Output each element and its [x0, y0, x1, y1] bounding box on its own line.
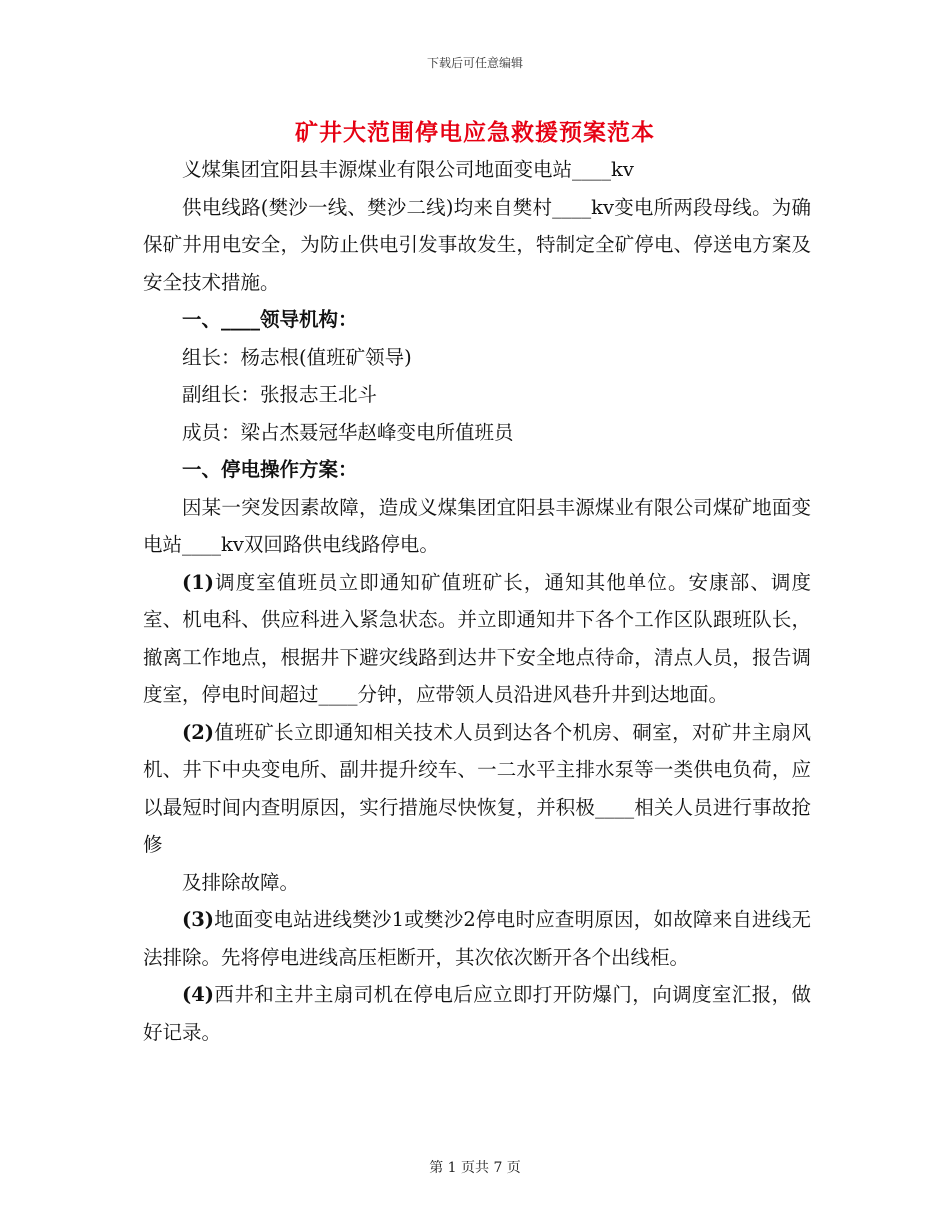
page-header: 下载后可任意编辑 — [426, 56, 523, 70]
paragraph — [143, 189, 811, 302]
paragraph — [143, 714, 811, 864]
paragraph — [143, 151, 811, 189]
paragraph-text: 供电线路(樊沙一线、樊沙二线)均来自樊村____kv变电所两段母线。为确保矿井用电安全，为防止供电引发事故发生，特制定全矿停电、停送电方案及安全技术措施。 — [143, 195, 811, 294]
paragraph-number: (1) — [182, 570, 215, 594]
paragraph — [143, 339, 811, 377]
paragraph-number: (3) — [182, 908, 215, 931]
paragraph-text: 地面变电站进线樊沙1或樊沙2停电时应查明原因，如故障来自进线无法排除。先将停电进线高压柜断开，其次依次断开各个出线柜。 — [143, 908, 811, 969]
paragraph-text: 成员：梁占杰聂冠华赵峰变电所值班员 — [182, 420, 514, 444]
paragraph-text: 组长：杨志根(值班矿领导) — [182, 345, 412, 369]
paragraph-text: 值班矿长立即通知相关技术人员到达各个机房、硐室，对矿井主扇风机、井下中央变电所、副井提升绞车、一二水平主排水泵等一类供电负荷，应以最短时间内查明原因，实行措施尽快恢复，并积极____相关人员进行事故抢修 — [143, 720, 811, 856]
paragraph-text: 一、____领导机构： — [182, 308, 358, 331]
paragraph — [143, 976, 811, 1051]
paragraph-text: 调度室值班员立即通知矿值班矿长，通知其他单位。安康部、调度室、机电科、供应科进入紧急状态。并立即通知井下各个工作区队跟班队长，撤离工作地点，根据井下避灾线路到达井下安全地点待命，清点人员，报告调度室，停电时间超过____分钟，应带领人员沿进风巷升井到达地面。 — [143, 570, 811, 706]
paragraph-text: 副组长：张报志王北斗 — [182, 383, 378, 406]
section-heading — [143, 301, 811, 339]
page-footer: 第 1 页共 7 页 — [429, 1160, 521, 1176]
paragraph — [143, 864, 811, 902]
paragraph-text: 西井和主井主扇司机在停电后应立即打开防爆门，向调度室汇报，做好记录。 — [143, 983, 811, 1044]
document-title: 矿井大范围停电应急救援预案范本 — [295, 119, 655, 146]
paragraph-text: 因某一突发因素故障，造成义煤集团宜阳县丰源煤业有限公司煤矿地面变电站____kv双回路供电线路停电。 — [143, 495, 811, 556]
paragraph — [143, 376, 811, 414]
paragraph-text: 义煤集团宜阳县丰源煤业有限公司地面变电站____kv — [182, 158, 634, 181]
section-heading — [143, 451, 811, 489]
paragraph-text: 一、停电操作方案： — [182, 458, 358, 481]
paragraph-text: 及排除故障。 — [182, 870, 300, 894]
paragraph — [143, 414, 811, 452]
paragraph-number: (4) — [182, 983, 215, 1006]
paragraph — [143, 564, 811, 714]
paragraph — [143, 901, 811, 976]
paragraph-number: (2) — [182, 720, 215, 744]
paragraph — [143, 489, 811, 564]
document-body — [143, 151, 811, 1051]
